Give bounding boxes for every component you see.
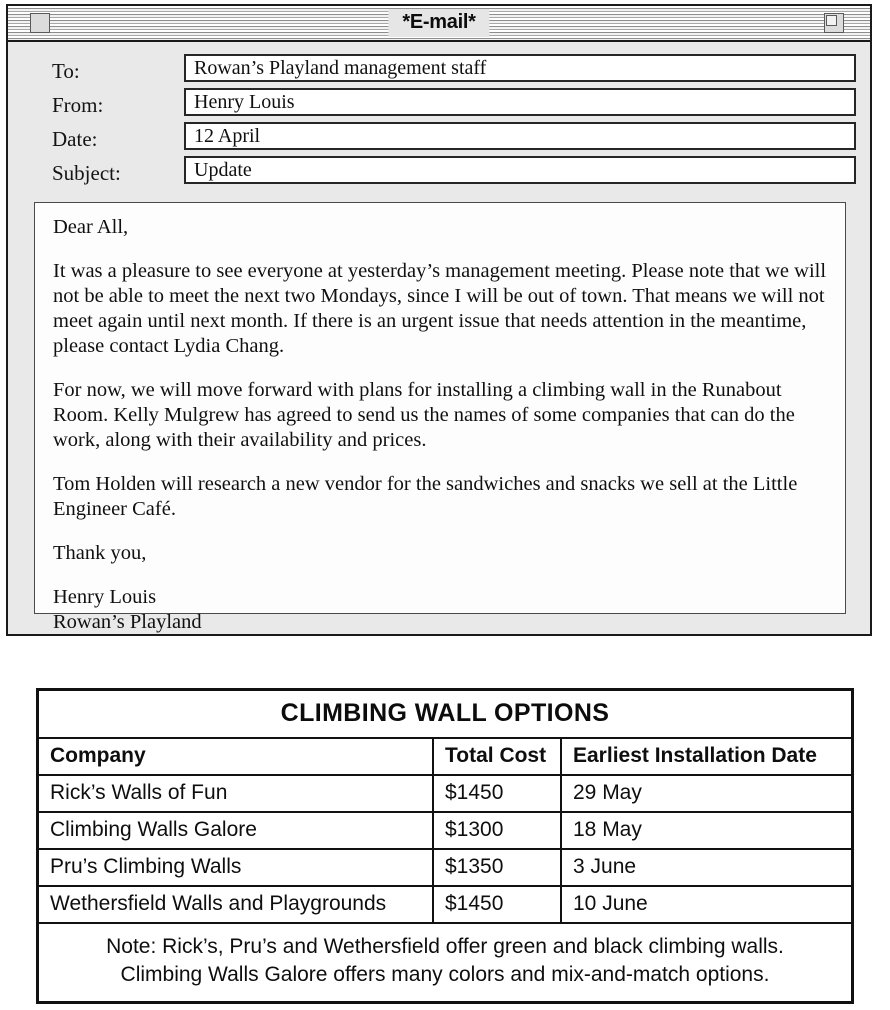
cell-company: Climbing Walls Galore xyxy=(39,813,434,848)
table-note-line-2: Climbing Walls Galore offers many colors and mix-and-match options. xyxy=(120,963,770,986)
cell-company: Wethersfield Walls and Playgrounds xyxy=(39,887,434,922)
email-header-fields xyxy=(8,42,870,198)
cell-date: 29 May xyxy=(573,781,642,804)
body-greeting: Dear All, xyxy=(53,216,129,238)
from-value: Henry Louis xyxy=(194,91,295,113)
body-paragraph-3: Tom Holden will research a new vendor for the sandwiches and snacks we sell at the Little Engineer Café. xyxy=(53,473,798,520)
email-body[interactable] xyxy=(34,202,846,633)
window-title-bar[interactable] xyxy=(8,6,870,42)
body-closing: Thank you, xyxy=(53,542,147,564)
climbing-wall-options-table xyxy=(36,688,854,1004)
table-row xyxy=(39,887,851,924)
table-row xyxy=(39,813,851,850)
body-paragraph-1: It was a pleasure to see everyone at yesterday’s management meeting. Please note that we will not be able to meet the next two Mondays, since I will be out of town. That means we will not meet again until next month. If there is an urgent issue that needs attention in the meantime, please contact Lydia Chang. xyxy=(53,260,827,357)
cell-company: Rick’s Walls of Fun xyxy=(39,776,434,811)
table-note xyxy=(39,924,851,1001)
window-title: *E-mail* xyxy=(388,9,489,37)
field-row-from xyxy=(8,88,870,122)
date-input[interactable] xyxy=(184,122,856,150)
cell-date: 3 June xyxy=(573,855,637,878)
body-paragraph-2: For now, we will move forward with plans for installing a climbing wall in the Runabout Room. Kelly Mulgrew has agreed to send us the names of some companies that can do the work, along with their availability and prices. xyxy=(53,379,795,451)
signature-org: Rowan’s Playland xyxy=(53,611,202,633)
cell-cost: $1450 xyxy=(434,776,562,811)
field-row-to xyxy=(8,54,870,88)
to-input[interactable] xyxy=(184,54,856,82)
cell-date: 10 June xyxy=(573,892,648,915)
from-input[interactable] xyxy=(184,88,856,116)
email-window xyxy=(6,4,872,636)
cell-cost: $1350 xyxy=(434,850,562,885)
field-row-date xyxy=(8,122,870,156)
header-company: Company xyxy=(39,739,434,774)
cell-company: Pru’s Climbing Walls xyxy=(39,850,434,885)
table-row xyxy=(39,776,851,813)
table-row xyxy=(39,850,851,887)
cell-cost: $1300 xyxy=(434,813,562,848)
table-header-row xyxy=(39,739,851,776)
date-value: 12 April xyxy=(194,125,261,147)
subject-label: Subject: xyxy=(52,161,121,185)
from-label: From: xyxy=(52,93,104,117)
to-label: To: xyxy=(52,59,80,83)
cell-cost: $1450 xyxy=(434,887,562,922)
subject-input[interactable] xyxy=(184,156,856,184)
header-total-cost: Total Cost xyxy=(434,739,562,774)
close-box-icon[interactable] xyxy=(30,13,50,33)
date-label: Date: xyxy=(52,127,98,151)
cell-date: 18 May xyxy=(573,818,642,841)
zoom-box-icon[interactable] xyxy=(824,13,844,33)
table-note-line-1: Note: Rick’s, Pru’s and Wethersfield offer green and black climbing walls. xyxy=(106,935,784,958)
signature-name: Henry Louis xyxy=(53,586,157,608)
field-row-subject xyxy=(8,156,870,190)
table-title: CLIMBING WALL OPTIONS xyxy=(39,691,851,739)
to-value: Rowan’s Playland management staff xyxy=(194,57,487,79)
subject-value: Update xyxy=(194,159,252,181)
header-earliest-installation-date: Earliest Installation Date xyxy=(573,744,817,767)
